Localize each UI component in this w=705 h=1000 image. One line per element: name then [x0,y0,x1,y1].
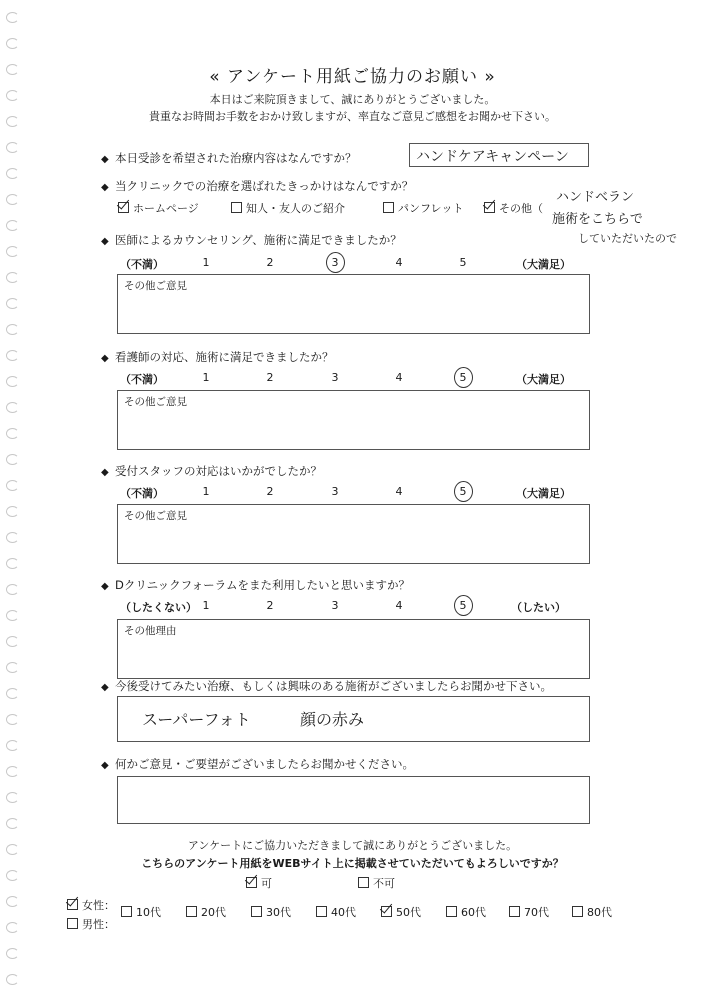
scale-option-4[interactable]: 4 [395,599,403,612]
question-2-text: 当クリニックでの治療を選ばれたきっかけはなんですか？ [115,179,414,193]
age-option[interactable] [251,904,291,920]
binder-hole [6,610,19,621]
checkbox-icon [67,899,78,910]
selected-circle-mark [326,252,345,273]
checkbox-icon [446,906,457,917]
q7-answer-box[interactable] [117,696,590,742]
question-8 [101,756,414,772]
checkbox-icon [381,906,392,917]
binder-hole [6,558,19,569]
age-option[interactable] [509,904,549,920]
option-label: ホームページ [133,202,199,215]
age-option[interactable] [121,904,161,920]
checkbox-icon [316,906,327,917]
selected-circle-mark [454,481,473,502]
option-label: 10代 [136,906,161,919]
checkbox-icon [186,906,197,917]
binder-hole [6,350,19,361]
q6-comment-box[interactable] [117,619,590,679]
binder-hole [6,870,19,881]
intro-line-1: 本日はご来院頂きまして、誠にありがとうございました。 [209,93,496,106]
scale-low-label: （不満） [120,373,164,386]
scale-option-5[interactable]: 5 [459,371,467,384]
web-permission-no[interactable] [358,875,395,891]
binder-hole [6,298,19,309]
scale-option-5[interactable]: 5 [459,599,467,612]
question-8-text: 何かご意見・ご要望がございましたらお聞かせください。 [115,757,414,771]
question-1-text: 本日受診を希望された治療内容はなんですか？ [115,151,357,165]
option-label: 30代 [266,906,291,919]
binder-hole [6,376,19,387]
binder-hole [6,480,19,491]
option-label: パンフレット [398,202,464,215]
option-label: 不可 [373,877,395,890]
question-4-text: 看護師の対応、施術に満足できましたか？ [115,350,334,364]
page-title: « アンケート用紙ご協力のお願い » [209,67,496,87]
scale-option-4[interactable]: 4 [395,371,403,384]
scale-option-4[interactable]: 4 [395,256,403,269]
q2-option-referral[interactable] [231,200,345,216]
checkbox-icon [358,877,369,888]
binder-hole [6,246,19,257]
question-3-text: 医師によるカウンセリング、施術に満足できましたか？ [115,233,402,247]
scale-option-5[interactable]: 5 [459,256,467,269]
q4-comment-box[interactable] [117,390,590,450]
checkbox-icon [509,906,520,917]
scale-option-1[interactable]: 1 [202,599,210,612]
checkbox-icon [383,202,394,213]
diamond-icon: ◆ [101,353,109,364]
q5-comment-box[interactable] [117,504,590,564]
diamond-icon: ◆ [101,760,109,771]
scale-option-2[interactable]: 2 [266,599,274,612]
option-label: 可 [261,877,272,890]
question-5-text: 受付スタッフの対応はいかがでしたか？ [115,464,322,478]
binder-hole [6,168,19,179]
selected-circle-mark [454,367,473,388]
selected-circle-mark [454,595,473,616]
scale-option-2[interactable]: 2 [266,485,274,498]
web-permission-yes[interactable] [246,875,272,891]
scale-option-3[interactable]: 3 [331,256,339,269]
age-option[interactable] [446,904,486,920]
q1-answer: ハンドケアキャンペーン [416,149,569,165]
binder-hole [6,688,19,699]
binder-hole [6,636,19,647]
diamond-icon: ◆ [101,236,109,247]
binder-hole [6,428,19,439]
question-3 [101,232,402,248]
q2-option-other[interactable] [484,200,543,216]
binder-hole [6,272,19,283]
q7-answer-a: スーパーフォト [142,710,251,729]
scale-option-3[interactable]: 3 [331,599,339,612]
option-label: 50代 [396,906,421,919]
option-label: 70代 [524,906,549,919]
q3-comment-box[interactable] [117,274,590,334]
binder-hole [6,922,19,933]
binder-hole [6,818,19,829]
comment-box-label: その他ご意見 [124,280,187,292]
scale-option-2[interactable]: 2 [266,256,274,269]
gender-male[interactable] [67,916,115,932]
scale-low-label: （不満） [120,487,164,500]
age-option[interactable] [316,904,356,920]
comment-box-label: その他ご意見 [124,510,187,522]
scale-option-2[interactable]: 2 [266,371,274,384]
binder-hole [6,532,19,543]
checkbox-icon [484,202,495,213]
scale-high-label: （大満足） [516,258,571,271]
binder-hole [6,662,19,673]
scale-low-label: （したくない） [120,601,197,614]
diamond-icon: ◆ [101,467,109,478]
diamond-icon: ◆ [101,581,109,592]
q2-option-homepage[interactable] [118,200,199,216]
question-1 [101,150,357,166]
question-6-text: Dクリニックフォーラムをまた利用したいと思いますか？ [115,578,410,592]
option-label: 男性： [82,918,115,931]
binder-hole [6,454,19,465]
scale-option-3[interactable]: 3 [331,485,339,498]
option-label: 80代 [587,906,612,919]
binder-hole [6,12,19,23]
option-label: 40代 [331,906,356,919]
binder-hole [6,142,19,153]
option-label: その他（ [499,202,543,215]
binder-hole [6,740,19,751]
question-7 [101,678,552,694]
binder-hole [6,402,19,413]
option-label: 知人・友人のご紹介 [246,202,345,215]
binder-hole [6,948,19,959]
q2-other-note-1: ハンドベラン [556,190,635,205]
comment-box-label: その他理由 [124,625,177,637]
option-label: 女性： [82,899,115,912]
scale-high-label: （大満足） [516,373,571,386]
scale-option-5[interactable]: 5 [459,485,467,498]
question-2 [101,178,413,194]
q1-answer-box[interactable] [409,143,589,167]
scale-option-1[interactable]: 1 [202,485,210,498]
diamond-icon: ◆ [101,682,109,693]
comment-box-label: その他ご意見 [124,396,187,408]
question-5 [101,463,322,479]
q2-other-note-3: していただいたので [578,232,677,245]
q2-option-pamphlet[interactable] [383,200,463,216]
binder-hole [6,714,19,725]
scale-high-label: （大満足） [516,487,571,500]
option-label: 60代 [461,906,486,919]
scale-high-label: （したい） [511,601,566,614]
binder-hole [6,506,19,517]
scale-option-1[interactable]: 1 [202,371,210,384]
binder-hole [6,792,19,803]
question-4 [101,349,334,365]
checkbox-icon [246,877,257,888]
q8-answer-box[interactable] [117,776,590,824]
scale-option-4[interactable]: 4 [395,485,403,498]
diamond-icon: ◆ [101,182,109,193]
q7-answer-b: 顔の赤み [300,710,365,729]
option-label: 20代 [201,906,226,919]
age-option[interactable] [186,904,226,920]
scale-option-1[interactable]: 1 [202,256,210,269]
binder-hole [6,766,19,777]
binder-hole [6,194,19,205]
footer-thanks: アンケートにご協力いただきまして誠にありがとうございました。 [187,839,518,852]
checkbox-icon [251,906,262,917]
binder-hole [6,324,19,335]
checkbox-icon [67,918,78,929]
question-6 [101,577,410,593]
scale-option-3[interactable]: 3 [331,371,339,384]
checkbox-icon [231,202,242,213]
binder-hole [6,38,19,49]
binder-hole [6,584,19,595]
binder-hole [6,896,19,907]
gender-female[interactable] [67,897,115,913]
scale-low-label: （不満） [120,258,164,271]
diamond-icon: ◆ [101,154,109,165]
q2-other-note-2: 施術をこちらで [552,212,643,227]
age-option[interactable] [381,904,421,920]
binder-hole [6,220,19,231]
checkbox-icon [121,906,132,917]
checkbox-icon [572,906,583,917]
checkbox-icon [118,202,129,213]
footer-web-question: こちらのアンケート用紙をWEBサイト上に掲載させていただいてもよろしいですか？ [141,857,564,870]
question-7-text: 今後受けてみたい治療、もしくは興味のある施術がございましたらお聞かせ下さい。 [115,679,552,693]
intro-line-2: 貴重なお時間お手数をおかけ致しますが、率直なご意見ご感想をお聞かせ下さい。 [149,110,556,123]
age-option[interactable] [572,904,612,920]
binder-hole [6,974,19,985]
